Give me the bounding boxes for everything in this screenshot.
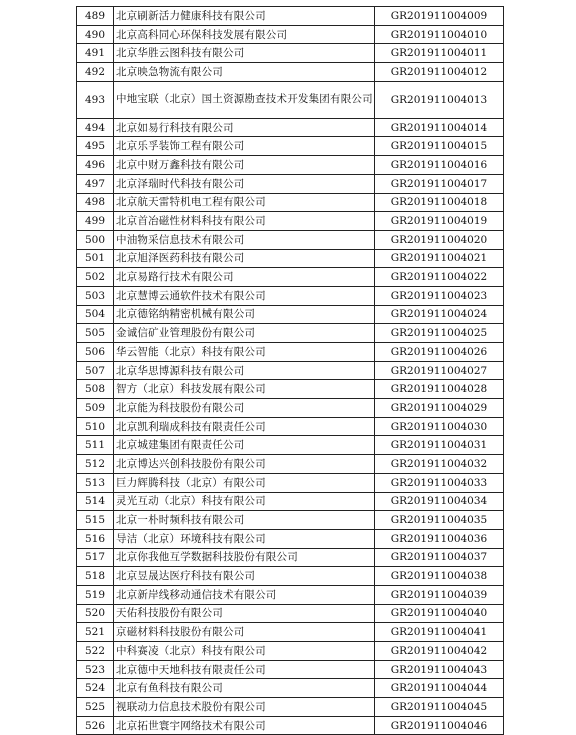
company-name-cell: 中地宝联（北京）国土资源勘查技术开发集团有限公司 xyxy=(114,81,375,118)
table-row xyxy=(77,156,504,175)
table-row xyxy=(77,324,504,343)
company-name-cell: 天佑科技股份有限公司 xyxy=(114,604,375,623)
table-row xyxy=(77,585,504,604)
table-row xyxy=(77,268,504,287)
table-row xyxy=(77,417,504,436)
table-row xyxy=(77,511,504,530)
company-name-cell: 北京德铭纳精密机械有限公司 xyxy=(114,305,375,324)
company-name-cell: 北京乐孚装饰工程有限公司 xyxy=(114,137,375,156)
certificate-code-cell: GR201911004016 xyxy=(375,156,504,175)
company-name-cell: 北京一朴时频科技有限公司 xyxy=(114,511,375,530)
certificate-code-cell: GR201911004040 xyxy=(375,604,504,623)
certificate-code-cell: GR201911004037 xyxy=(375,548,504,567)
company-name-cell: 北京刷新活力健康科技有限公司 xyxy=(114,7,375,26)
company-name-cell: 中油物采信息技术有限公司 xyxy=(114,230,375,249)
company-name-cell: 京磁材料科技股份有限公司 xyxy=(114,623,375,642)
company-name-cell: 金诚信矿业管理股份有限公司 xyxy=(114,324,375,343)
company-name-cell: 北京博达兴创科技股份有限公司 xyxy=(114,455,375,474)
table-row xyxy=(77,567,504,586)
row-number-cell: 521 xyxy=(77,623,114,642)
certificate-code-cell: GR201911004015 xyxy=(375,137,504,156)
certificate-code-cell: GR201911004025 xyxy=(375,324,504,343)
table-row xyxy=(77,361,504,380)
table-row xyxy=(77,286,504,305)
table-row xyxy=(77,193,504,212)
company-name-cell: 北京旭泽医药科技有限公司 xyxy=(114,249,375,268)
table-row xyxy=(77,604,504,623)
row-number-cell: 500 xyxy=(77,230,114,249)
certificate-code-cell: GR201911004026 xyxy=(375,343,504,362)
row-number-cell: 505 xyxy=(77,324,114,343)
table-row xyxy=(77,7,504,26)
row-number-cell: 493 xyxy=(77,81,114,118)
company-name-cell: 北京华思博源科技有限公司 xyxy=(114,361,375,380)
company-name-cell: 北京航天雷特机电工程有限公司 xyxy=(114,193,375,212)
company-name-cell: 导洁（北京）环境科技有限公司 xyxy=(114,529,375,548)
certificate-code-cell: GR201911004046 xyxy=(375,716,504,735)
certificate-code-cell: GR201911004027 xyxy=(375,361,504,380)
row-number-cell: 525 xyxy=(77,698,114,717)
row-number-cell: 504 xyxy=(77,305,114,324)
table-row xyxy=(77,455,504,474)
table-row xyxy=(77,137,504,156)
company-name-cell: 北京如易行科技有限公司 xyxy=(114,118,375,137)
company-name-cell: 北京慧博云通软件技术有限公司 xyxy=(114,286,375,305)
row-number-cell: 497 xyxy=(77,174,114,193)
table-row xyxy=(77,660,504,679)
table-row xyxy=(77,63,504,82)
certificate-code-cell: GR201911004009 xyxy=(375,7,504,26)
company-name-cell: 北京昱晟达医疗科技有限公司 xyxy=(114,567,375,586)
row-number-cell: 520 xyxy=(77,604,114,623)
certificate-code-cell: GR201911004038 xyxy=(375,567,504,586)
company-name-cell: 北京你我他互学数据科技股份有限公司 xyxy=(114,548,375,567)
company-name-cell: 北京易路行技术有限公司 xyxy=(114,268,375,287)
row-number-cell: 516 xyxy=(77,529,114,548)
row-number-cell: 514 xyxy=(77,492,114,511)
table-row xyxy=(77,436,504,455)
certificate-code-cell: GR201911004022 xyxy=(375,268,504,287)
certificate-code-cell: GR201911004034 xyxy=(375,492,504,511)
table-row xyxy=(77,44,504,63)
company-name-cell: 北京能为科技股份有限公司 xyxy=(114,399,375,418)
row-number-cell: 508 xyxy=(77,380,114,399)
row-number-cell: 501 xyxy=(77,249,114,268)
row-number-cell: 518 xyxy=(77,567,114,586)
row-number-cell: 502 xyxy=(77,268,114,287)
row-number-cell: 491 xyxy=(77,44,114,63)
company-name-cell: 北京首冶磁性材料科技有限公司 xyxy=(114,212,375,231)
table-row xyxy=(77,380,504,399)
table-row xyxy=(77,716,504,735)
company-name-cell: 北京有鱼科技有限公司 xyxy=(114,679,375,698)
row-number-cell: 509 xyxy=(77,399,114,418)
table-row xyxy=(77,492,504,511)
certificate-code-cell: GR201911004014 xyxy=(375,118,504,137)
table-row xyxy=(77,118,504,137)
certificate-code-cell: GR201911004012 xyxy=(375,63,504,82)
certificate-code-cell: GR201911004011 xyxy=(375,44,504,63)
table-row xyxy=(77,230,504,249)
company-name-cell: 北京拓世寰宇网络技术有限公司 xyxy=(114,716,375,735)
certificate-table xyxy=(76,6,504,735)
table-row xyxy=(77,25,504,44)
row-number-cell: 506 xyxy=(77,343,114,362)
row-number-cell: 510 xyxy=(77,417,114,436)
company-name-cell: 北京高科同心环保科技发展有限公司 xyxy=(114,25,375,44)
certificate-code-cell: GR201911004021 xyxy=(375,249,504,268)
table-body xyxy=(77,7,504,735)
table-row xyxy=(77,399,504,418)
certificate-code-cell: GR201911004032 xyxy=(375,455,504,474)
row-number-cell: 526 xyxy=(77,716,114,735)
row-number-cell: 511 xyxy=(77,436,114,455)
certificate-code-cell: GR201911004019 xyxy=(375,212,504,231)
row-number-cell: 507 xyxy=(77,361,114,380)
company-name-cell: 中科赛凌（北京）科技有限公司 xyxy=(114,642,375,661)
row-number-cell: 519 xyxy=(77,585,114,604)
table-row xyxy=(77,698,504,717)
company-name-cell: 北京凯利瑞成科技有限责任公司 xyxy=(114,417,375,436)
table-row xyxy=(77,473,504,492)
table-row xyxy=(77,529,504,548)
certificate-code-cell: GR201911004041 xyxy=(375,623,504,642)
table-row xyxy=(77,212,504,231)
table-row xyxy=(77,343,504,362)
table-row xyxy=(77,174,504,193)
company-name-cell: 北京城建集团有限责任公司 xyxy=(114,436,375,455)
row-number-cell: 515 xyxy=(77,511,114,530)
company-name-cell: 智方（北京）科技发展有限公司 xyxy=(114,380,375,399)
row-number-cell: 517 xyxy=(77,548,114,567)
certificate-code-cell: GR201911004028 xyxy=(375,380,504,399)
company-name-cell: 北京中财万鑫科技有限公司 xyxy=(114,156,375,175)
certificate-code-cell: GR201911004024 xyxy=(375,305,504,324)
row-number-cell: 490 xyxy=(77,25,114,44)
row-number-cell: 513 xyxy=(77,473,114,492)
certificate-code-cell: GR201911004017 xyxy=(375,174,504,193)
row-number-cell: 522 xyxy=(77,642,114,661)
row-number-cell: 524 xyxy=(77,679,114,698)
row-number-cell: 494 xyxy=(77,118,114,137)
company-name-cell: 巨力辉腾科技（北京）有限公司 xyxy=(114,473,375,492)
row-number-cell: 523 xyxy=(77,660,114,679)
row-number-cell: 512 xyxy=(77,455,114,474)
row-number-cell: 499 xyxy=(77,212,114,231)
certificate-code-cell: GR201911004039 xyxy=(375,585,504,604)
certificate-code-cell: GR201911004029 xyxy=(375,399,504,418)
certificate-code-cell: GR201911004044 xyxy=(375,679,504,698)
certificate-code-cell: GR201911004031 xyxy=(375,436,504,455)
row-number-cell: 489 xyxy=(77,7,114,26)
company-name-cell: 北京映急物流有限公司 xyxy=(114,63,375,82)
certificate-code-cell: GR201911004010 xyxy=(375,25,504,44)
certificate-code-cell: GR201911004035 xyxy=(375,511,504,530)
row-number-cell: 492 xyxy=(77,63,114,82)
certificate-code-cell: GR201911004043 xyxy=(375,660,504,679)
certificate-code-cell: GR201911004045 xyxy=(375,698,504,717)
certificate-code-cell: GR201911004036 xyxy=(375,529,504,548)
certificate-code-cell: GR201911004018 xyxy=(375,193,504,212)
row-number-cell: 496 xyxy=(77,156,114,175)
certificate-code-cell: GR201911004013 xyxy=(375,81,504,118)
table-row xyxy=(77,679,504,698)
row-number-cell: 503 xyxy=(77,286,114,305)
certificate-code-cell: GR201911004020 xyxy=(375,230,504,249)
certificate-code-cell: GR201911004030 xyxy=(375,417,504,436)
table-row xyxy=(77,81,504,118)
company-name-cell: 北京德中天地科技有限责任公司 xyxy=(114,660,375,679)
company-name-cell: 视联动力信息技术股份有限公司 xyxy=(114,698,375,717)
row-number-cell: 498 xyxy=(77,193,114,212)
company-name-cell: 北京新岸线移动通信技术有限公司 xyxy=(114,585,375,604)
certificate-code-cell: GR201911004023 xyxy=(375,286,504,305)
certificate-code-cell: GR201911004042 xyxy=(375,642,504,661)
certificate-code-cell: GR201911004033 xyxy=(375,473,504,492)
company-name-cell: 北京泽瑞时代科技有限公司 xyxy=(114,174,375,193)
row-number-cell: 495 xyxy=(77,137,114,156)
table-row xyxy=(77,642,504,661)
table-row xyxy=(77,305,504,324)
company-name-cell: 灵光互动（北京）科技有限公司 xyxy=(114,492,375,511)
table-row xyxy=(77,548,504,567)
company-name-cell: 北京华胜云图科技有限公司 xyxy=(114,44,375,63)
table-row xyxy=(77,623,504,642)
company-name-cell: 华云智能（北京）科技有限公司 xyxy=(114,343,375,362)
table-row xyxy=(77,249,504,268)
